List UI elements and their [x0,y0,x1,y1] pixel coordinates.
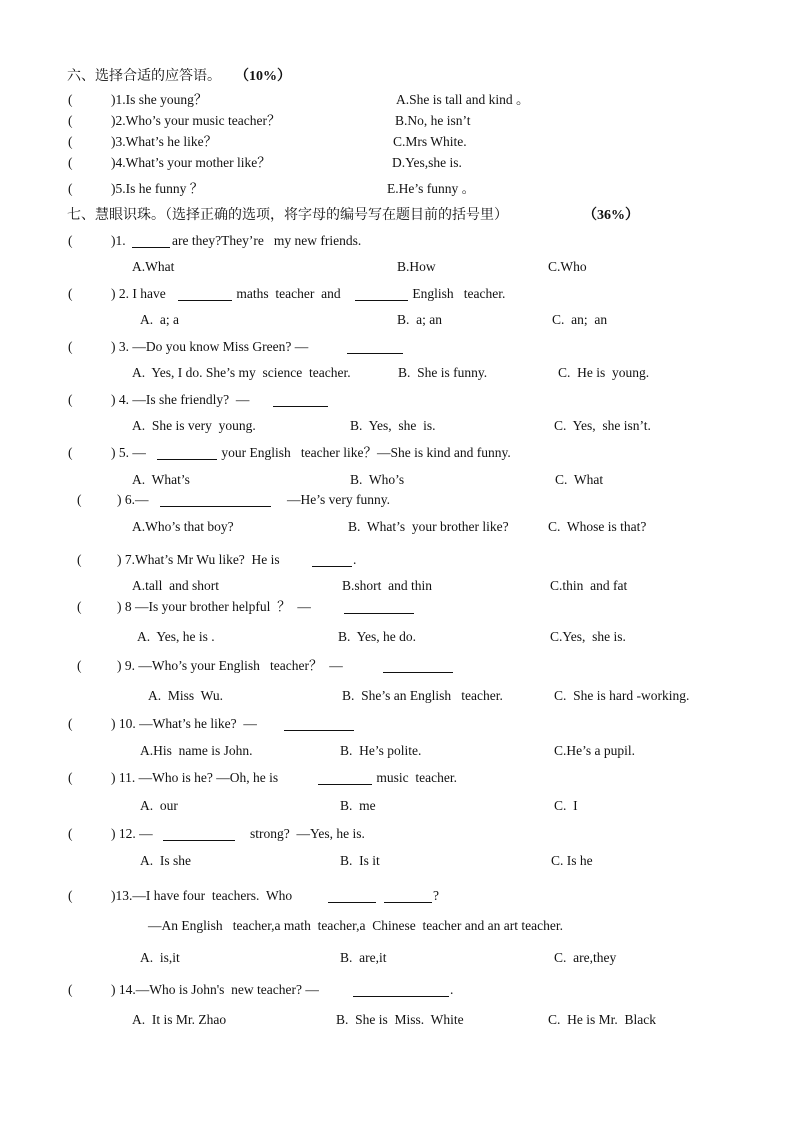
s6-row-3 [0,132,794,152]
option-c: C. are,they [554,950,617,965]
option-a: A. a; a [140,312,179,327]
question-stem: ) 6.— [117,492,149,507]
answer-blank[interactable] [157,446,217,460]
question-stem: )13.—I have four teachers. Who [111,888,293,903]
section7-heading [0,206,794,226]
answer-blank[interactable] [273,393,328,407]
section6-title: 六、选择合适的应答语。 [67,69,221,84]
option-b: B. are,it [340,950,387,965]
option-a: A.Who’s that boy? [132,519,234,534]
option-c: C.Yes, she is. [550,629,626,644]
answer-blank[interactable] [160,493,271,507]
option-a: A.tall and short [132,578,219,593]
s7-options-4 [0,416,794,436]
answer-blank[interactable] [344,600,414,614]
s7-options-5 [0,470,794,490]
answer-blank[interactable] [328,889,376,903]
option-a: A. Yes, I do. She’s my science teacher. [132,365,351,380]
s6-answer: C.Mrs White. [393,134,467,149]
s6-question: )2.Who’s your music teacher？ [111,113,281,128]
s7-options-9 [0,686,794,706]
answer-paren[interactable]: ( [68,92,73,107]
section6-score: （10%） [235,69,291,84]
s6-row-4 [0,153,794,173]
option-b: B. She’s an English teacher. [342,688,503,703]
s7-question-13 [0,886,794,906]
question-stem: ) 11. —Who is he? —Oh, he is [111,770,279,785]
section6-heading [0,67,794,87]
question-stem: ? [433,888,439,903]
question-stem: ) 8 —Is your brother helpful ？ — [117,599,311,614]
s6-row-5 [0,179,794,199]
answer-paren[interactable]: ( [68,155,73,170]
answer-paren[interactable]: ( [68,716,73,731]
answer-blank[interactable] [318,771,372,785]
option-b: B.short and thin [342,578,432,593]
answer-paren[interactable]: ( [68,392,73,407]
question-stem: ) 12. — [111,826,153,841]
option-c: C. She is hard -working. [554,688,690,703]
answer-blank[interactable] [384,889,432,903]
answer-paren[interactable]: ( [68,445,73,460]
option-b: B. me [340,798,376,813]
answer-paren[interactable]: ( [77,552,82,567]
answer-blank[interactable] [163,827,235,841]
option-b: B. She is funny. [398,365,488,380]
s7-question-4 [0,390,794,410]
option-a: A. It is Mr. Zhao [132,1012,227,1027]
s7-options-10 [0,741,794,761]
question-stem: ) 14.—Who is John's new teacher? — [111,982,319,997]
s6-question: )5.Is he funny ？ [111,181,204,196]
question-stem: —He’s very funny. [287,492,390,507]
s7-options-7 [0,576,794,596]
option-a: A. Miss Wu. [148,688,223,703]
option-c: C.He’s a pupil. [554,743,635,758]
option-a: A.His name is John. [140,743,253,758]
answer-paren[interactable]: ( [68,181,73,196]
s6-answer: E.He’s funny 。 [387,181,476,196]
option-b: B. She is Miss. White [336,1012,464,1027]
option-b: B. Who’s [350,472,405,487]
answer-paren[interactable]: ( [68,888,73,903]
question-stem: ) 4. —Is she friendly? — [111,392,250,407]
s7-question-14 [0,980,794,1000]
answer-blank[interactable] [347,340,403,354]
section7-score: （36%） [583,208,639,223]
answer-blank[interactable] [132,234,170,248]
answer-blank[interactable] [355,287,408,301]
option-c: C. Yes, she isn’t. [554,418,651,433]
answer-paren[interactable]: ( [68,286,73,301]
s7-question-1 [0,231,794,251]
option-c: C. He is Mr. Black [548,1012,656,1027]
question-stem: strong? —Yes, he is. [250,826,365,841]
s6-answer: A.She is tall and kind 。 [396,92,530,107]
s6-question: )3.What’s he like？ [111,134,218,149]
s7-question-8 [0,597,794,617]
option-b: B. Yes, she is. [350,418,436,433]
option-a: A. is,it [140,950,180,965]
s7-question-6 [0,490,794,510]
option-c: C. Is he [551,853,593,868]
s7-options-14 [0,1010,794,1030]
s7-options-2 [0,310,794,330]
option-c: C. an; an [552,312,608,327]
s7-options-11 [0,796,794,816]
s7-question-12 [0,824,794,844]
answer-paren[interactable]: ( [68,982,73,997]
s7-options-3 [0,363,794,383]
question-stem: ) 5. — [111,445,146,460]
section7-title: 七、慧眼识珠。（选择正确的选项，将字母的编号写在题目前的括号里） [67,208,508,223]
question-stem: ) 10. —What’s he like? — [111,716,257,731]
s7-options-1 [0,257,794,277]
question-stem: maths teacher and [233,286,341,301]
s6-answer: D.Yes,she is. [392,155,462,170]
option-c: C.thin and fat [550,578,628,593]
s6-question: )4.What’s your mother like？ [111,155,271,170]
question-stem: . [353,552,357,567]
option-b: B. Yes, he do. [338,629,417,644]
option-c: C.Who [548,259,587,274]
answer-paren[interactable]: ( [77,492,82,507]
answer-paren[interactable]: ( [68,826,73,841]
option-c: C. What [555,472,604,487]
option-a: A. our [140,798,178,813]
question-stem: )1. [111,233,126,248]
answer-paren[interactable]: ( [77,658,82,673]
s7-question-11 [0,768,794,788]
question-stem: your English teacher like？—She is kind and funny. [218,445,511,460]
option-a: A. Yes, he is . [137,629,215,644]
question-stem: ) 7.What’s Mr Wu like? He is [117,552,280,567]
s7-question-3 [0,337,794,357]
option-c: C. I [554,798,578,813]
s7-question-9 [0,656,794,676]
s7-question-13-line2 [0,916,794,936]
question-stem: ) 9. —Who’s your English teacher？ — [117,658,343,673]
option-a: A. She is very young. [132,418,256,433]
answer-blank[interactable] [383,659,453,673]
s6-row-1 [0,90,794,110]
s7-options-6 [0,517,794,537]
answer-paren[interactable]: ( [68,770,73,785]
s7-options-13 [0,948,794,968]
answer-blank[interactable] [284,717,354,731]
option-a: A.What [132,259,175,274]
answer-paren[interactable]: ( [68,339,73,354]
s7-options-8 [0,627,794,647]
question-stem: —An English teacher,a math teacher,a Chinese teacher and an art teacher. [148,918,563,933]
option-b: B. What’s your brother like? [348,519,509,534]
s7-question-7 [0,550,794,570]
question-stem: ) 3. —Do you know Miss Green? — [111,339,309,354]
option-a: A. Is she [140,853,191,868]
s6-answer: B.No, he isn’t [395,113,471,128]
option-b: B. He’s polite. [340,743,422,758]
s7-question-2 [0,284,794,304]
answer-paren[interactable]: ( [68,233,73,248]
s6-question: )1.Is she young？ [111,92,208,107]
option-c: C. He is young. [558,365,650,380]
option-b: B.How [397,259,436,274]
answer-paren[interactable]: ( [68,134,73,149]
question-stem: English teacher. [409,286,506,301]
question-stem: are they?They’re my new friends. [172,233,362,248]
s7-options-12 [0,851,794,871]
answer-blank[interactable] [312,553,352,567]
answer-blank[interactable] [178,287,232,301]
question-stem: ) 2. I have [111,286,166,301]
answer-paren[interactable]: ( [68,113,73,128]
answer-blank[interactable] [353,983,449,997]
question-stem: music teacher. [373,770,457,785]
s7-question-5 [0,443,794,463]
option-a: A. What’s [132,472,190,487]
question-stem: . [450,982,454,997]
s6-row-2 [0,111,794,131]
answer-paren[interactable]: ( [77,599,82,614]
option-b: B. Is it [340,853,380,868]
option-b: B. a; an [397,312,442,327]
s7-question-10 [0,714,794,734]
option-c: C. Whose is that? [548,519,647,534]
